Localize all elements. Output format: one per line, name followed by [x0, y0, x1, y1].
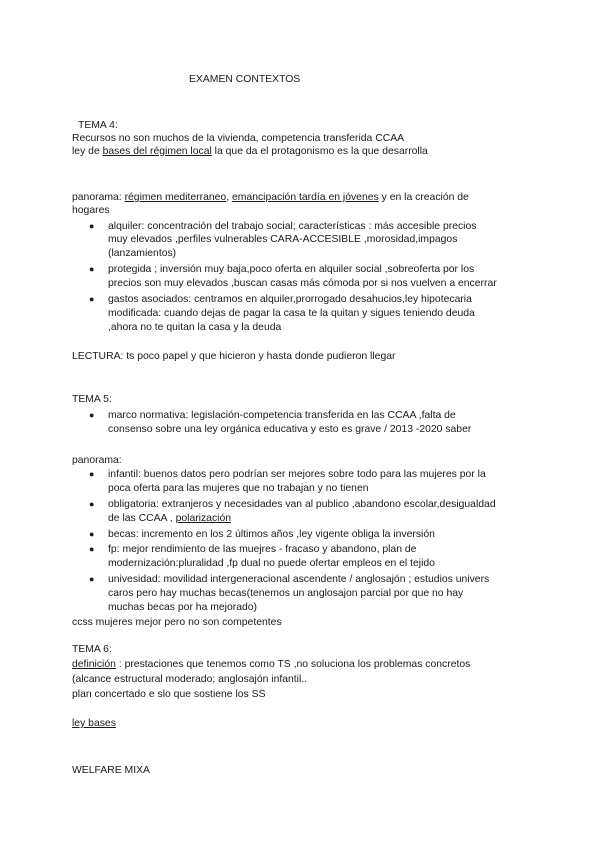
bullet-icon: ●: [89, 264, 95, 274]
tema4-bullet-1-line-2: muy elevados ,perfiles vulnerables CARA-ACCESIBLE ,morosidad,impagos: [108, 234, 458, 245]
regimen-mediterraneo-link: régimen mediterraneo: [124, 192, 227, 203]
tema4-bullet-2-line-1: protegida ; inversión muy baja,poco oferta en alquiler social ,sobreoferta por los: [108, 264, 475, 275]
tema5-b5-line-3: muchas becas por ha mejorado): [108, 602, 258, 613]
tema4-heading: TEMA 4:: [78, 120, 118, 131]
bullet-icon: ●: [89, 529, 95, 539]
polarizacion-link: polarización: [175, 513, 232, 524]
tema5-b5-line-1: univesidad: movilidad intergeneracional ascendente / anglosajón ; estudios univers: [108, 574, 490, 585]
panorama-sep: ,: [226, 192, 232, 203]
bullet-icon: ●: [89, 574, 95, 584]
tema5-b3-line-1: becas: incremento en los 2 últimos años ,ley vigente obliga la inversión: [108, 529, 435, 540]
tema6-definicion: [72, 658, 470, 671]
tema4-line2-pre: ley de: [72, 146, 103, 157]
tema5-b2-line-2: [108, 512, 231, 525]
tema4-bullet-2-line-2: precios son muy elevados ,buscan casas más cómoda por si nos vuelven a encerrar: [108, 278, 497, 289]
panorama-label: panorama:: [72, 192, 125, 203]
tema5-b2-pre: de las CCAA ,: [108, 513, 176, 524]
welfare-mixa-heading: WELFARE MIXA: [72, 765, 150, 776]
definicion-link: definición: [72, 659, 116, 670]
tema5-b4-line-1: fp: mejor rendimiento de las muejres - fracaso y abandono, plan de: [108, 544, 417, 555]
tema5-b4-line-2: modernización:pluralidad ,fp dual no puede ofertar empleos en el tejido: [108, 558, 435, 569]
tema5-b1-line-2: poca oferta para las mujeres que no trabajan y no tienen: [108, 483, 369, 494]
ccss-line: ccss mujeres mejor pero no son competentes: [72, 617, 282, 628]
definicion-text: : prestaciones que tenemos como TS ,no soluciona los problemas concretos: [115, 659, 471, 670]
tema4-bullet-3-line-3: ,ahora no te quitan la casa y la deuda: [108, 322, 282, 333]
bases-regimen-local-link: bases del régimen local: [102, 146, 212, 157]
tema4-panorama-cont: hogares: [72, 205, 110, 216]
tema5-bullet-1-line-1: marco normativa: legislación-competencia transferida en las CCAA ,falta de: [108, 410, 456, 421]
bullet-icon: ●: [89, 469, 95, 479]
tema4-bullet-3-line-2: modificada: cuando dejas de pagar la casa te la quitan y sigues teniendo deuda: [108, 308, 475, 319]
lectura-line: LECTURA: ts poco papel y que hicieron y hasta donde pudieron llegar: [72, 351, 396, 362]
bullet-icon: ●: [89, 294, 95, 304]
tema4-line1: Recursos no son muchos de la vivienda, competencia transferida CCAA: [72, 133, 405, 144]
tema6-line2: (alcance estructural moderado; anglosajón infantil..: [72, 674, 308, 685]
document-title: EXAMEN CONTEXTOS: [189, 74, 301, 85]
tema6-line3: plan concertado e slo que sostiene los SS: [72, 689, 266, 700]
emancipacion-link: emancipación tardía en jóvenes: [232, 192, 379, 203]
tema4-line2: [72, 145, 428, 158]
tema4-panorama: [72, 191, 469, 204]
bullet-icon: ●: [89, 544, 95, 554]
tema5-bullet-1-line-2: consenso sobre una ley orgánica educativa y esto es grave / 2013 -2020 saber: [108, 424, 472, 435]
panorama-post: y en la creación de: [378, 192, 469, 203]
tema5-heading: TEMA 5:: [72, 394, 112, 405]
tema4-bullet-3-line-1: gastos asociados: centramos en alquiler,prorrogado desahucios,ley hipotecaria: [108, 294, 472, 305]
bullet-icon: ●: [89, 410, 95, 420]
tema6-heading: TEMA 6:: [72, 644, 112, 655]
tema4-bullet-1-line-1: alquiler: concentración del trabajo social; características : más accesible precios: [108, 221, 477, 232]
tema5-panorama: panorama:: [72, 455, 122, 466]
tema4-line2-post: la que da el protagonismo es la que desarrolla: [211, 146, 428, 157]
tema5-b2-line-1: obligatoria: extranjeros y necesidades van al publico ,abandono escolar,desigualdad: [108, 499, 496, 510]
bullet-icon: ●: [89, 221, 95, 231]
bullet-icon: ●: [89, 499, 95, 509]
ley-bases-heading: ley bases: [72, 718, 116, 729]
tema4-bullet-1-line-3: (lanzamientos): [108, 248, 177, 259]
tema5-b5-line-2: caros pero hay muchas becas(tenemos un anglosajon parcial por que no hay: [108, 588, 464, 599]
tema5-b1-line-1: infantil: buenos datos pero podrían ser mejores sobre todo para las mujeres por la: [108, 469, 486, 480]
